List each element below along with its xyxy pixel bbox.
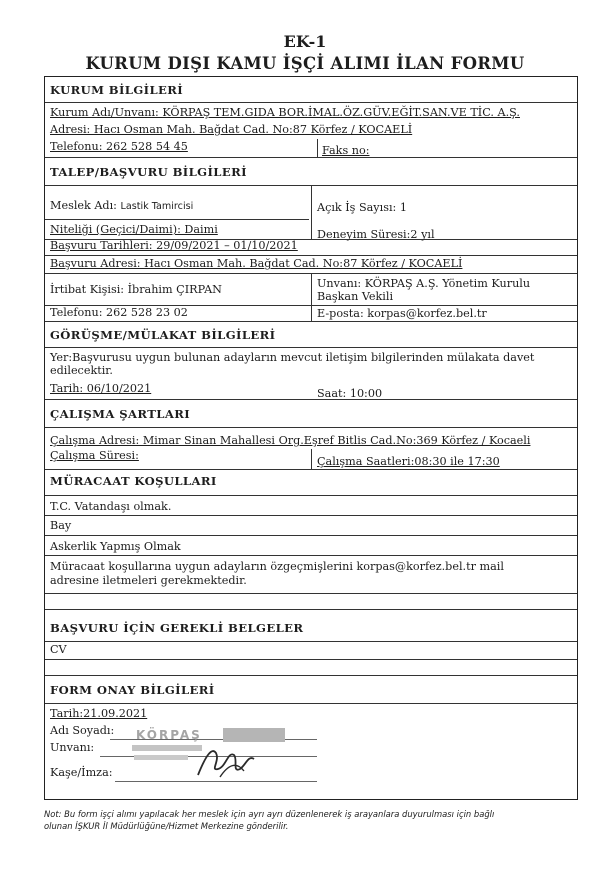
footnote-line2: olunan İŞKUR İl Müdürlüğüne/Hizmet Merkezine gönderilir. [44,821,289,831]
work-duration: Çalışma Süresi: [50,449,139,462]
form-code: EK-1 [283,32,327,51]
footnote-line1: Not: Bu form işçi alımı yapılacak her meslek için ayrı ayrı düzenlenerek iş arayanlara duyurulması için bağlı [44,809,495,819]
interview-date: Tarih: 06/10/2021 [50,382,152,395]
form-title: KURUM DIŞI KAMU İŞÇİ ALIMI İLAN FORMU [85,54,525,73]
requirement-item: Bay [50,519,72,532]
section-title-talep: TALEP/BAŞVURU BİLGİLERİ [50,165,247,179]
section-title-belgeler: BAŞVURU İÇİN GEREKLİ BELGELER [50,621,304,635]
experience-period: Deneyim Süresi:2 yıl [317,228,435,241]
work-address: Çalışma Adresi: Mimar Sinan Mahallesi Org.Eşref Bitlis Cad.No:369 Körfez / Kocaeli [50,434,531,447]
company-stamp-signature [128,725,288,785]
svg-text:KÖRPAŞ: KÖRPAŞ [136,728,202,742]
contact-person: İrtibat Kişisi: İbrahim ÇIRPAN [50,283,222,296]
work-hours: Çalışma Saatleri:08:30 ile 17:30 [317,455,500,468]
institution-phone: Telefonu: 262 528 54 45 [50,140,188,153]
open-job-count: Açık İş Sayısı: 1 [317,201,407,214]
application-dates: Başvuru Tarihleri: 29/09/2021 – 01/10/2021 [50,239,298,252]
section-title-kurum: KURUM BİLGİLERİ [50,83,184,97]
institution-fax: Faks no: [322,144,370,157]
institution-name: Kurum Adı/Unvanı: KÖRPAŞ TEM.GIDA BOR.İMAL.ÖZ.GÜV.EĞİT.SAN.VE TİC. A.Ş. [50,106,520,119]
form-table [44,76,578,800]
section-title-onay: FORM ONAY BİLGİLERİ [50,683,215,697]
section-title-gorusme: GÖRÜŞME/MÜLAKAT BİLGİLERİ [50,328,276,342]
profession-value: Lastik Tamircisi [120,201,194,212]
requirement-item: Askerlik Yapmış Olmak [50,540,181,553]
contact-phone: Telefonu: 262 528 23 02 [50,306,188,319]
approver-name-label: Adı Soyadı: [50,724,115,737]
interview-place-line2: edilecektir. [50,364,113,377]
contact-title-line2: Başkan Vekili [317,290,394,303]
profession [50,199,193,213]
requirement-note-line2: adresine iletmeleri gerekmektedir. [50,574,247,587]
application-address: Başvuru Adresi: Hacı Osman Mah. Bağdat Cad. No:87 Körfez / KOCAELİ [50,257,463,270]
requirement-item: T.C. Vatandaşı olmak. [50,500,172,513]
contact-email: E-posta: korpas@korfez.bel.tr [317,307,487,320]
interview-place-line1: Yer:Başvurusu uygun bulunan adayların mevcut iletişim bilgilerinden mülakata davet [50,351,535,364]
approval-date: Tarih:21.09.2021 [50,707,148,720]
contact-title-line1: Unvanı: KÖRPAŞ A.Ş. Yönetim Kurulu [317,277,531,290]
footnote [44,808,574,832]
requirement-note-line1: Müracaat koşullarına uygun adayların özgeçmişlerini korpas@korfez.bel.tr mail [50,560,504,573]
interview-time: Saat: 10:00 [317,387,383,400]
approver-title-label: Unvanı: [50,741,95,754]
required-document: CV [50,643,67,656]
section-title-calisma: ÇALIŞMA ŞARTLARI [50,407,191,421]
institution-address: Adresi: Hacı Osman Mah. Bağdat Cad. No:87 Körfez / KOCAELİ [50,123,413,136]
profession-label: Meslek Adı: [50,199,117,212]
stamp-signature-label: Kaşe/İmza: [50,766,113,779]
section-title-muracaat: MÜRACAAT KOŞULLARI [50,474,217,488]
job-nature: Niteliği (Geçici/Daimi): Daimi [50,223,218,236]
